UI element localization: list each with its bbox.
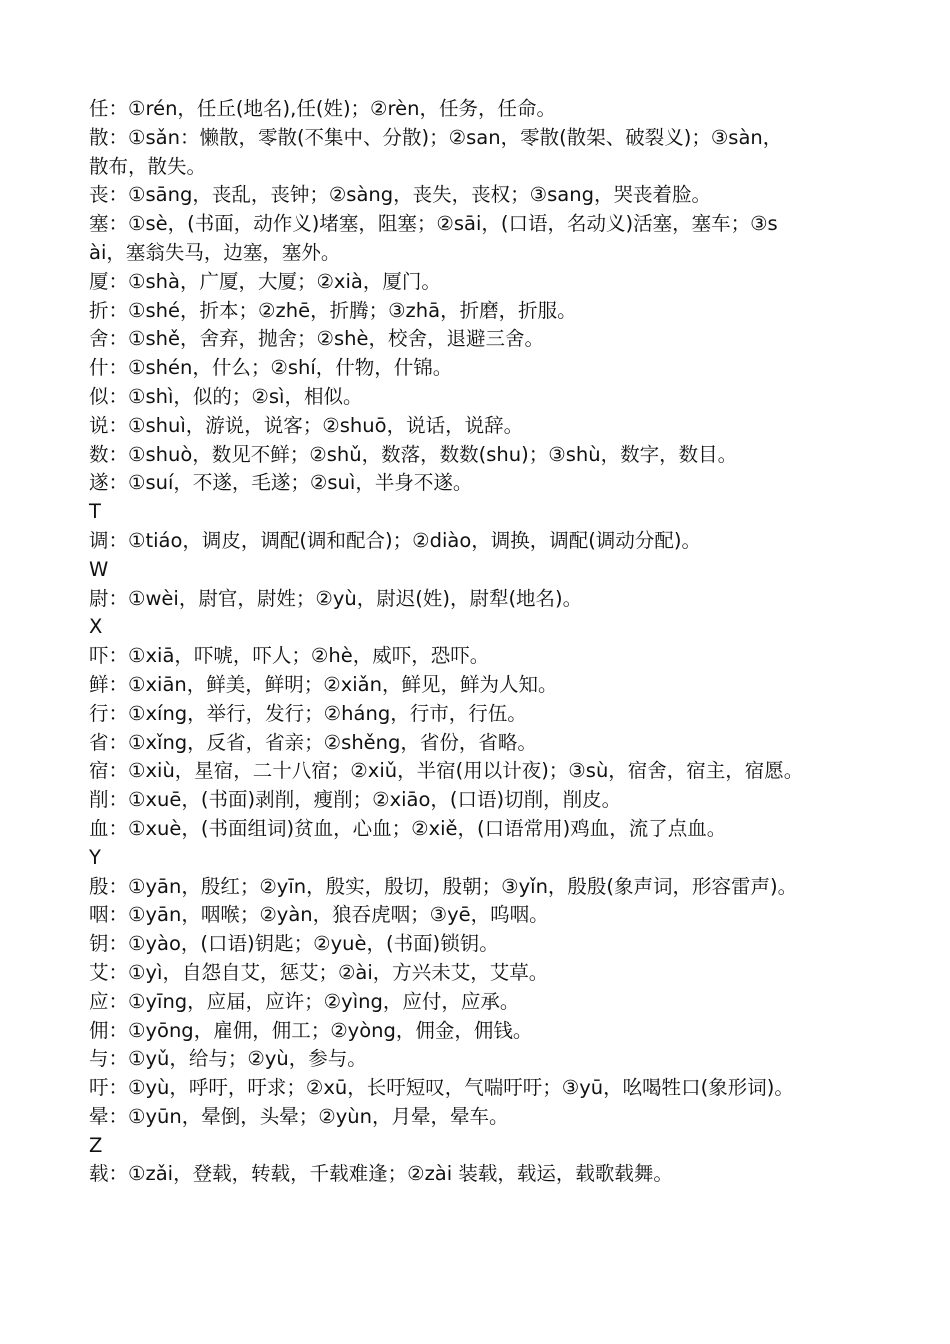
polyphonic-character-list <box>89 95 879 1189</box>
entry-xue-xie: 血：①xuè，(书面组词)贫血，心血；②xiě，(口语常用)鸡血，流了点血。 <box>89 816 727 840</box>
section-heading-w: W <box>89 557 109 581</box>
entry-san-continued: 散布，散失。 <box>89 154 207 178</box>
section-heading-y: Y <box>89 845 101 869</box>
entry-yan: 殷：①yān，殷红；②yīn，殷实，殷切，殷朝；③yǐn，殷殷(象声词，形容雷声)。 <box>89 874 798 898</box>
entry-xue: 削：①xuē，(书面)剥削，瘦削；②xiāo，(口语)切削，削皮。 <box>89 788 622 812</box>
entry-sui: 遂：①suí，不遂，毛遂；②suì，半身不遂。 <box>89 471 473 495</box>
entry-zai: 载：①zǎi，登载，转载，千载难逢；②zài 装载，载运，载歌载舞。 <box>89 1162 673 1186</box>
entry-shen: 什：①shén，什么；②shí，什物，什锦。 <box>89 356 453 380</box>
entry-yu: 与：①yǔ，给与；②yù，参与。 <box>89 1047 367 1071</box>
entry-yao: 钥：①yào，(口语)钥匙；②yuè，(书面)锁钥。 <box>89 932 499 956</box>
entry-yu-xu: 吁：①yù，呼吁，吁求；②xū，长吁短叹，气喘吁吁；③yū，吆喝牲口(象形词)。 <box>89 1076 794 1100</box>
entry-xia: 吓：①xiā，吓唬，吓人；②hè，威吓，恐吓。 <box>89 644 490 668</box>
entry-yi: 艾：①yì，自怨自艾，惩艾；②ài，方兴未艾，艾草。 <box>89 960 549 984</box>
entry-yun: 晕：①yūn，晕倒，头晕；②yùn，月晕，晕车。 <box>89 1104 509 1128</box>
entry-wei: 尉：①wèi，尉官，尉姓；②yù，尉迟(姓)，尉犁(地名)。 <box>89 586 583 610</box>
section-heading-z: Z <box>89 1133 103 1157</box>
entry-sang: 丧：①sāng，丧乱，丧钟；②sàng，丧失，丧权；③sang，哭丧着脸。 <box>89 183 711 207</box>
section-heading-x: X <box>89 615 103 639</box>
section-heading-t: T <box>89 500 101 524</box>
entry-shuo: 数：①shuò，数见不鲜；②shǔ，数落，数数(shu)；③shù，数字，数目。 <box>89 442 738 466</box>
entry-yong: 佣：①yōng，雇佣，佣工；②yòng，佣金，佣钱。 <box>89 1018 533 1042</box>
entry-xing-sheng: 省：①xǐng，反省，省亲；②shěng，省份，省略。 <box>89 730 537 754</box>
entry-yan-yan: 咽：①yān，咽喉；②yàn，狼吞虎咽；③yē，呜咽。 <box>89 903 549 927</box>
entry-sha: 厦：①shà，广厦，大厦；②xià，厦门。 <box>89 269 441 293</box>
entry-ren: 任：①rén，任丘(地名),任(姓)；②rèn，任务，任命。 <box>89 97 556 120</box>
entry-xiu: 宿：①xiù，星宿，二十八宿；②xiǔ，半宿(用以计夜)；③sù，宿舍，宿主，宿愿。 <box>89 759 804 783</box>
entry-shi: 似：①shì，似的；②sì，相似。 <box>89 384 363 408</box>
entry-sai: 塞：①sè，(书面，动作义)堵塞，阻塞；②sāi，(口语，名动义)活塞，塞车；③s <box>89 212 778 236</box>
entry-she-zhe: 折：①shé，折本；②zhē，折腾；③zhā，折磨，折服。 <box>89 298 577 322</box>
entry-xian: 鲜：①xiān，鲜美，鲜明；②xiǎn，鲜见，鲜为人知。 <box>89 672 558 696</box>
entry-ying: 应：①yīng，应届，应许；②yìng，应付，应承。 <box>89 989 520 1013</box>
entry-san: 散：①sǎn：懒散，零散(不集中、分散)；②san，零散(散架、破裂义)；③sàn， <box>89 125 783 149</box>
entry-tiao: 调：①tiáo，调皮，调配(调和配合)；②diào，调换，调配(调动分配)。 <box>89 528 702 552</box>
entry-shui: 说：①shuì，游说，说客；②shuō，说话，说辞。 <box>89 413 524 437</box>
entry-she: 舍：①shě，舍弃，抛舍；②shè，校舍，退避三舍。 <box>89 327 544 351</box>
entry-sai-continued: ài，塞翁失马，边塞，塞外。 <box>89 240 341 264</box>
entry-xing: 行：①xíng，举行，发行；②háng，行市，行伍。 <box>89 701 527 725</box>
